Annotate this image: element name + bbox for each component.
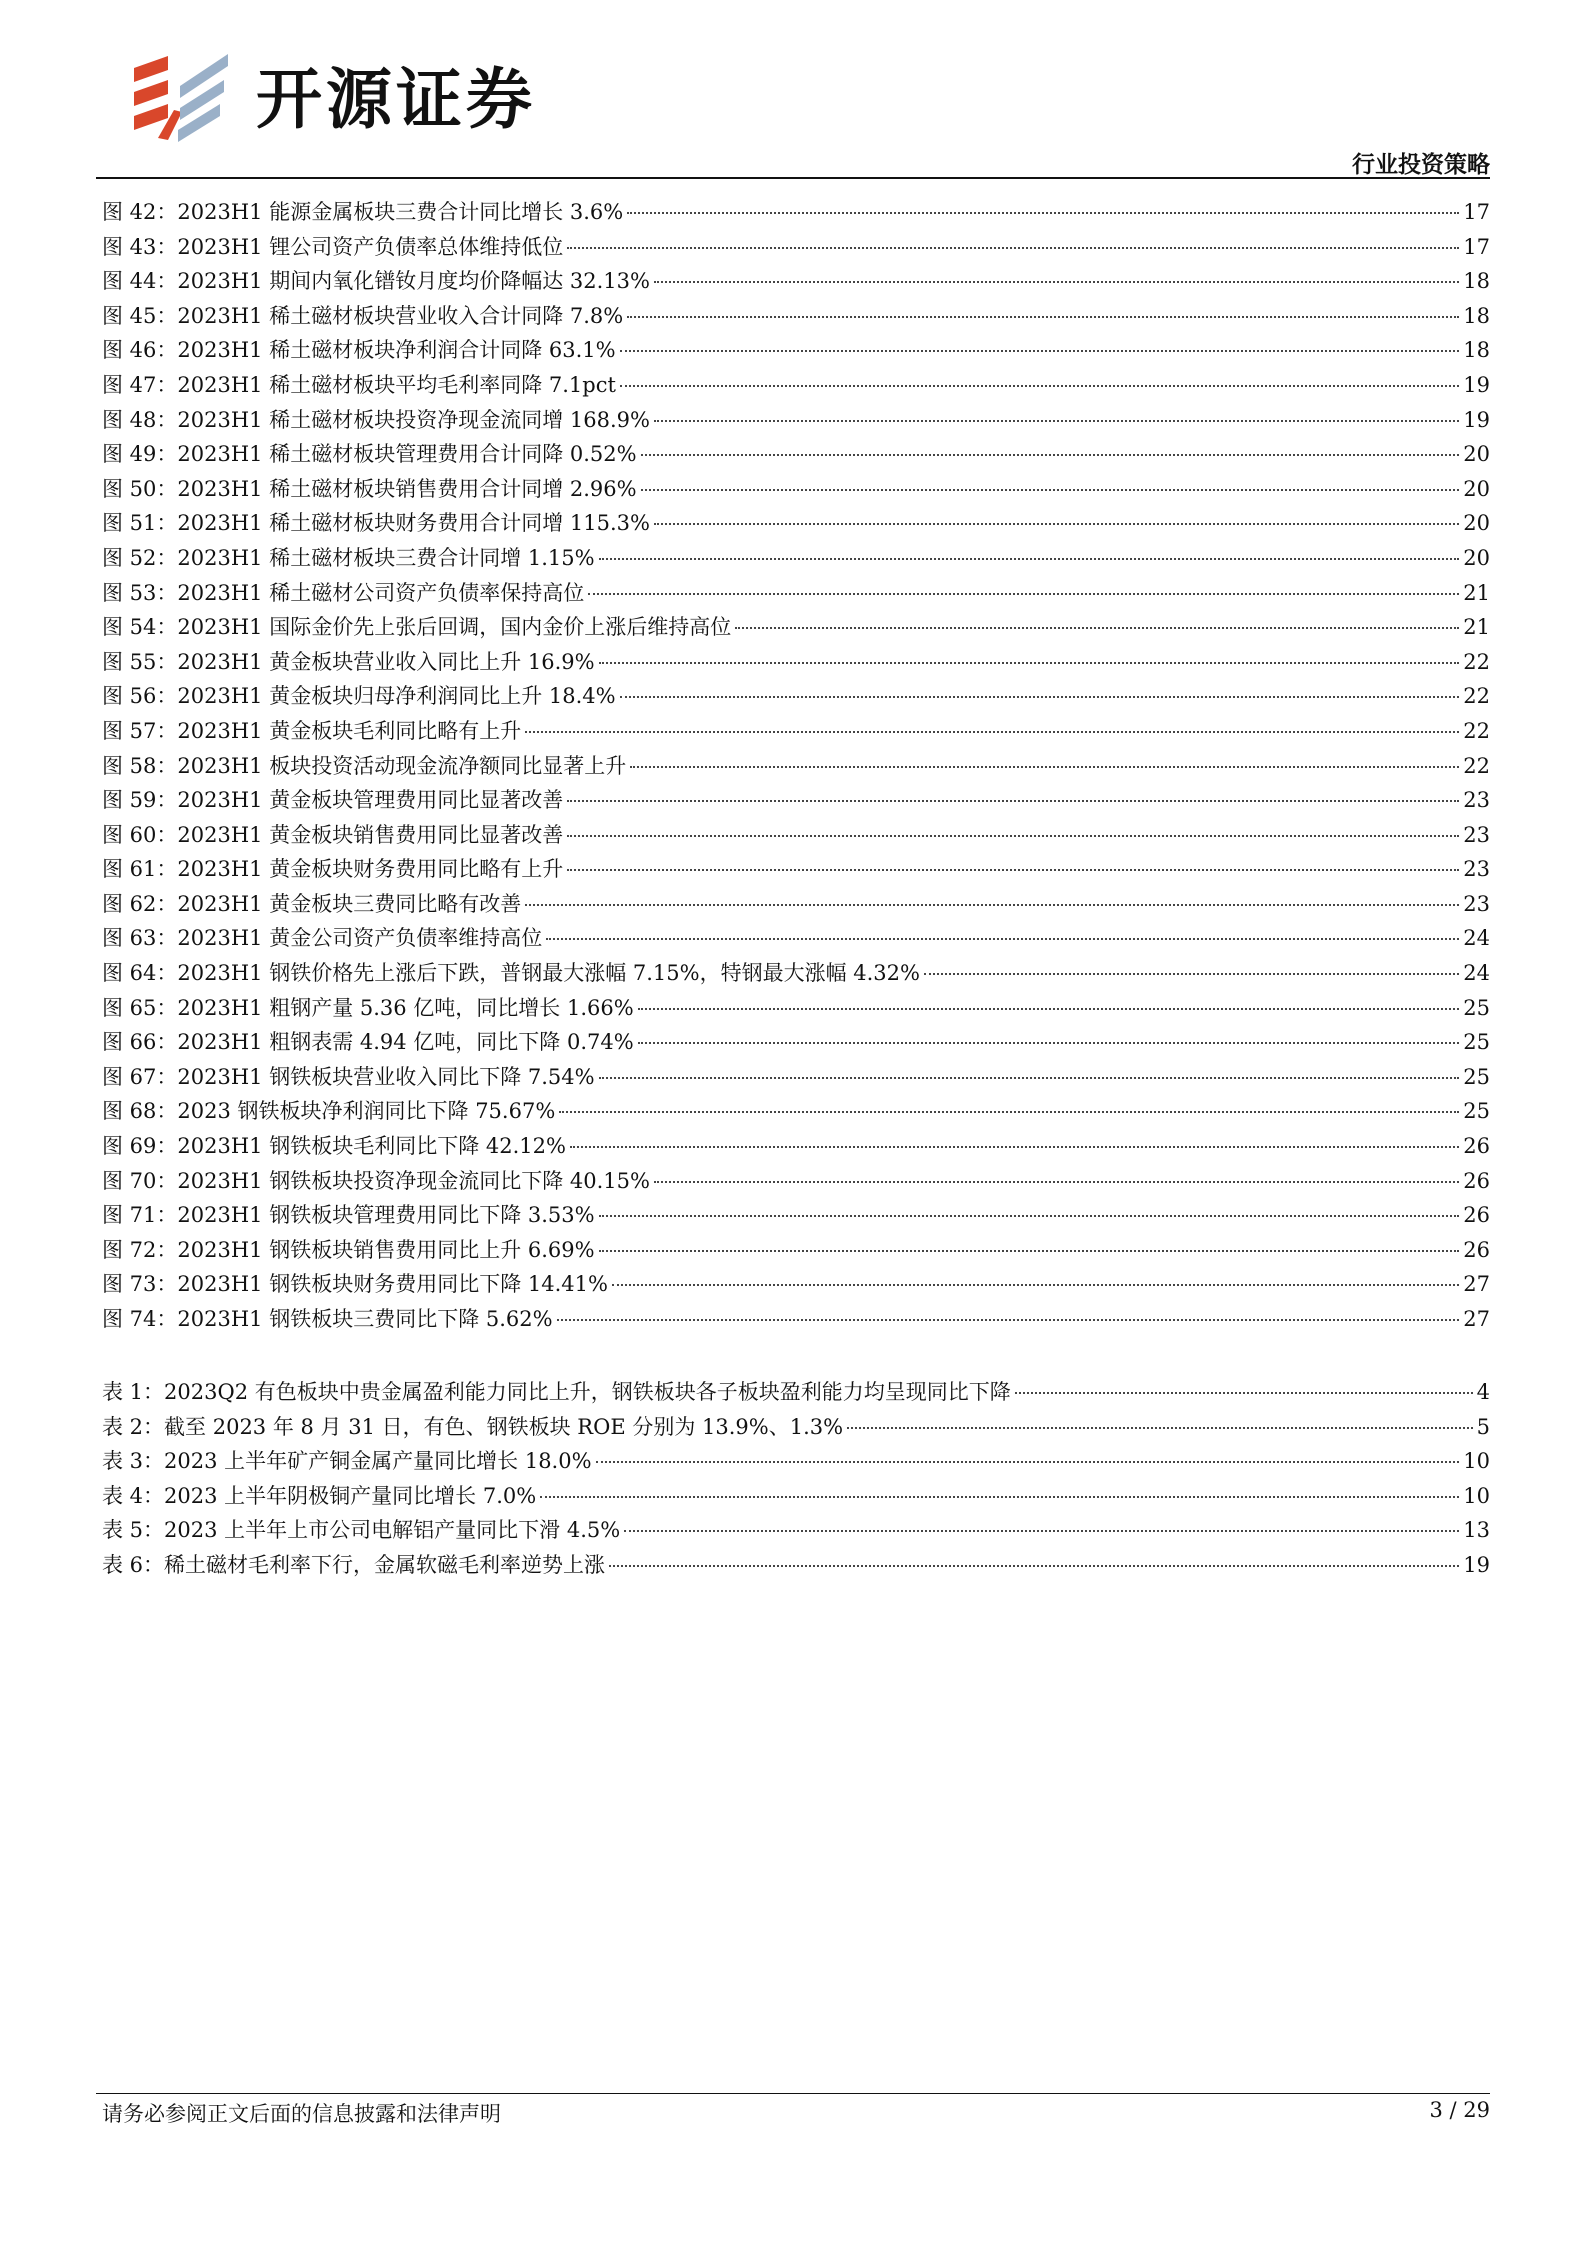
dot-leader <box>654 1181 1459 1183</box>
entry-label: 图 47： <box>102 372 178 397</box>
table-toc-entry[interactable] <box>102 1513 1490 1548</box>
dot-leader <box>567 869 1459 871</box>
entry-label: 图 55： <box>102 649 178 674</box>
entry-title: 2023H1 黄金板块财务费用同比略有上升 <box>177 857 564 882</box>
entry-label: 图 52： <box>102 545 178 570</box>
entry-page-number: 23 <box>1463 788 1490 813</box>
figure-toc-entry[interactable] <box>102 991 1490 1026</box>
dot-leader <box>546 938 1459 940</box>
entry-page-number: 26 <box>1463 1237 1490 1262</box>
entry-page-number: 18 <box>1463 269 1490 294</box>
dot-leader <box>567 800 1459 802</box>
entry-title: 2023H1 钢铁板块营业收入同比下降 7.54% <box>177 1064 595 1089</box>
entry-title: 2023H1 黄金公司资产负债率维持高位 <box>177 926 543 951</box>
dot-leader <box>599 1077 1460 1079</box>
entry-title: 2023H1 稀土磁材板块三费合计同增 1.15% <box>177 545 595 570</box>
entry-label: 图 54： <box>102 615 178 640</box>
entry-title: 截至 2023 年 8 月 31 日，有色、钢铁板块 ROE 分别为 13.9%、1.3% <box>164 1414 844 1439</box>
entry-title: 2023H1 稀土磁材板块净利润合计同降 63.1% <box>177 338 616 363</box>
entry-page-number: 23 <box>1463 857 1490 882</box>
entry-title: 2023H1 钢铁板块投资净现金流同比下降 40.15% <box>177 1168 650 1193</box>
entry-page-number: 19 <box>1463 1552 1490 1577</box>
entry-page-number: 21 <box>1463 615 1490 640</box>
dot-leader <box>654 420 1459 422</box>
figure-toc-entry[interactable] <box>102 299 1490 334</box>
brand-logo <box>128 50 536 150</box>
entry-label: 图 69： <box>102 1134 178 1159</box>
figure-toc-entry[interactable] <box>102 506 1490 541</box>
dot-leader <box>570 1146 1459 1148</box>
figure-toc-entry[interactable] <box>102 403 1490 438</box>
entry-label: 图 74： <box>102 1307 178 1331</box>
dot-leader <box>599 1215 1460 1217</box>
entry-page-number: 17 <box>1463 234 1490 259</box>
entry-page-number: 23 <box>1463 891 1490 916</box>
figure-toc-entry[interactable] <box>102 1198 1490 1233</box>
entry-label: 表 4： <box>102 1483 165 1508</box>
entry-title: 2023H1 稀土磁材板块销售费用合计同增 2.96% <box>177 476 637 501</box>
dot-leader <box>599 558 1460 560</box>
entry-label: 图 46： <box>102 338 178 363</box>
entry-page-number: 22 <box>1463 753 1490 778</box>
entry-page-number: 19 <box>1463 372 1490 397</box>
entry-label: 图 50： <box>102 476 178 501</box>
entry-page-number: 18 <box>1463 303 1490 328</box>
entry-label: 图 73： <box>102 1272 178 1297</box>
entry-label: 表 1： <box>102 1380 165 1404</box>
entry-page-number: 10 <box>1463 1449 1490 1474</box>
entry-title: 2023 上半年矿产铜金属产量同比增长 18.0% <box>164 1449 592 1474</box>
entry-label: 图 59： <box>102 788 178 813</box>
entry-title: 2023H1 黄金板块管理费用同比显著改善 <box>177 788 564 813</box>
entry-page-number: 20 <box>1463 511 1490 536</box>
figure-toc-entry[interactable] <box>102 1025 1490 1060</box>
dot-leader <box>627 212 1459 214</box>
entry-title: 2023H1 粗钢产量 5.36 亿吨，同比增长 1.66% <box>177 995 634 1020</box>
entry-label: 图 66： <box>102 1030 178 1055</box>
entry-page-number: 25 <box>1463 1030 1490 1055</box>
dot-leader <box>525 731 1459 733</box>
figure-toc-entry[interactable] <box>102 1129 1490 1164</box>
figure-toc-entry[interactable] <box>102 1233 1490 1268</box>
figure-toc-entry[interactable] <box>102 852 1490 887</box>
entry-page-number: 20 <box>1463 545 1490 570</box>
dot-leader <box>735 627 1459 629</box>
dot-leader <box>638 1042 1460 1044</box>
figure-toc-entry[interactable] <box>102 1302 1490 1337</box>
entry-title: 2023H1 钢铁板块管理费用同比下降 3.53% <box>177 1203 595 1228</box>
entry-page-number: 20 <box>1463 442 1490 467</box>
figure-toc-entry[interactable] <box>102 1094 1490 1129</box>
entry-title: 2023H1 板块投资活动现金流净额同比显著上升 <box>177 753 627 778</box>
entry-title: 2023H1 钢铁价格先上涨后下跌，普钢最大涨幅 7.15%，特钢最大涨幅 4.32% <box>177 961 920 986</box>
entry-title: 2023H1 锂公司资产负债率总体维持低位 <box>177 234 564 259</box>
dot-leader <box>627 316 1459 318</box>
entry-label: 表 5： <box>102 1518 165 1543</box>
brand-name: 开源证券 <box>256 61 536 138</box>
figure-toc-entry[interactable] <box>102 610 1490 645</box>
table-toc-entry[interactable] <box>102 1479 1490 1514</box>
page-number: 3 / 29 <box>1429 2098 1490 2122</box>
dot-leader <box>620 385 1459 387</box>
entry-label: 图 72： <box>102 1237 178 1262</box>
figure-toc-entry[interactable] <box>102 714 1490 749</box>
figure-toc-entry[interactable] <box>102 333 1490 368</box>
header-divider <box>96 177 1490 179</box>
dot-leader <box>1015 1392 1473 1394</box>
table-toc-entry[interactable] <box>102 1375 1490 1410</box>
figure-toc-entry[interactable] <box>102 887 1490 922</box>
entry-page-number: 25 <box>1463 1099 1490 1124</box>
dot-leader <box>557 1319 1460 1321</box>
entry-title: 2023H1 期间内氧化镨钕月度均价降幅达 32.13% <box>177 269 650 294</box>
entry-label: 图 48： <box>102 407 178 432</box>
entry-label: 图 53： <box>102 580 178 605</box>
dot-leader <box>654 523 1459 525</box>
entry-label: 图 62： <box>102 891 178 916</box>
entry-page-number: 25 <box>1463 995 1490 1020</box>
dot-leader <box>588 593 1459 595</box>
entry-label: 图 57： <box>102 718 178 743</box>
entry-page-number: 26 <box>1463 1134 1490 1159</box>
figure-toc-entry[interactable] <box>102 230 1490 265</box>
entry-title: 2023 上半年上市公司电解铝产量同比下滑 4.5% <box>164 1518 621 1543</box>
entry-title: 2023H1 黄金板块三费同比略有改善 <box>177 891 522 916</box>
entry-title: 2023Q2 有色板块中贵金属盈利能力同比上升，钢铁板块各子板块盈利能力均呈现同比下降 <box>164 1380 1011 1404</box>
entry-title: 2023H1 黄金板块归母净利润同比上升 18.4% <box>177 684 616 709</box>
entry-page-number: 25 <box>1463 1064 1490 1089</box>
dot-leader <box>638 1008 1460 1010</box>
entry-page-number: 26 <box>1463 1203 1490 1228</box>
entry-label: 图 44： <box>102 269 178 294</box>
figure-toc-entry[interactable] <box>102 818 1490 853</box>
dot-leader <box>620 696 1460 698</box>
entry-label: 图 60： <box>102 822 178 847</box>
figure-toc-entry[interactable] <box>102 1267 1490 1302</box>
entry-label: 图 51： <box>102 511 178 536</box>
entry-title: 2023 钢铁板块净利润同比下降 75.67% <box>177 1099 556 1124</box>
entry-page-number: 13 <box>1463 1518 1490 1543</box>
figure-toc-entry[interactable] <box>102 195 1490 230</box>
entry-label: 图 71： <box>102 1203 178 1228</box>
entry-page-number: 5 <box>1476 1414 1490 1439</box>
entry-label: 表 3： <box>102 1449 165 1474</box>
entry-label: 图 43： <box>102 234 178 259</box>
figure-toc-entry[interactable] <box>102 437 1490 472</box>
entry-title: 2023H1 稀土磁材板块财务费用合计同增 115.3% <box>177 511 650 536</box>
entry-title: 2023H1 稀土磁材板块管理费用合计同降 0.52% <box>177 442 637 467</box>
entry-title: 2023H1 稀土磁材公司资产负债率保持高位 <box>177 580 585 605</box>
entry-page-number: 27 <box>1463 1307 1490 1331</box>
figure-toc-entry[interactable] <box>102 783 1490 818</box>
figure-toc-entry[interactable] <box>102 264 1490 299</box>
entry-label: 图 67： <box>102 1064 178 1089</box>
figure-toc-entry[interactable] <box>102 1060 1490 1095</box>
figure-toc-entry[interactable] <box>102 368 1490 403</box>
table-toc-entry[interactable] <box>102 1410 1490 1445</box>
table-toc-entry[interactable] <box>102 1444 1490 1479</box>
entry-title: 2023H1 国际金价先上张后回调，国内金价上涨后维持高位 <box>177 615 732 640</box>
figure-toc-entry[interactable] <box>102 679 1490 714</box>
entry-label: 图 70： <box>102 1168 178 1193</box>
dot-leader <box>567 247 1459 249</box>
table-toc-entry[interactable] <box>102 1548 1490 1583</box>
dot-leader <box>654 281 1459 283</box>
entry-title: 2023H1 粗钢表需 4.94 亿吨，同比下降 0.74% <box>177 1030 634 1055</box>
figure-index <box>102 195 1490 1337</box>
entry-page-number: 24 <box>1463 926 1490 951</box>
entry-page-number: 20 <box>1463 476 1490 501</box>
entry-page-number: 19 <box>1463 407 1490 432</box>
entry-page-number: 26 <box>1463 1168 1490 1193</box>
dot-leader <box>641 489 1460 491</box>
entry-label: 图 56： <box>102 684 178 709</box>
entry-title: 2023H1 黄金板块毛利同比略有上升 <box>177 718 522 743</box>
entry-title: 2023 上半年阴极铜产量同比增长 7.0% <box>164 1483 537 1508</box>
entry-title: 2023H1 钢铁板块销售费用同比上升 6.69% <box>177 1237 595 1262</box>
entry-page-number: 22 <box>1463 718 1490 743</box>
figure-toc-entry[interactable] <box>102 541 1490 576</box>
entry-label: 表 6： <box>102 1552 165 1577</box>
entry-label: 图 45： <box>102 303 178 328</box>
figure-toc-entry[interactable] <box>102 1164 1490 1199</box>
entry-label: 图 68： <box>102 1099 178 1124</box>
entry-title: 2023H1 钢铁板块三费同比下降 5.62% <box>177 1307 553 1331</box>
entry-title: 2023H1 能源金属板块三费合计同比增长 3.6% <box>177 200 624 224</box>
entry-title: 稀土磁材毛利率下行，金属软磁毛利率逆势上涨 <box>164 1552 606 1577</box>
dot-leader <box>624 1530 1459 1532</box>
entry-page-number: 22 <box>1463 649 1490 674</box>
entry-title: 2023H1 钢铁板块毛利同比下降 42.12% <box>177 1134 566 1159</box>
figure-toc-entry[interactable] <box>102 749 1490 784</box>
brand-mark-icon <box>128 50 238 150</box>
entry-title: 2023H1 黄金板块营业收入同比上升 16.9% <box>177 649 595 674</box>
dot-leader <box>599 1250 1460 1252</box>
dot-leader <box>540 1496 1459 1498</box>
entry-page-number: 24 <box>1463 961 1490 986</box>
dot-leader <box>525 904 1459 906</box>
document-type: 行业投资策略 <box>1352 152 1490 178</box>
entry-label: 图 58： <box>102 753 178 778</box>
entry-page-number: 4 <box>1476 1380 1490 1404</box>
entry-page-number: 27 <box>1463 1272 1490 1297</box>
dot-leader <box>609 1565 1459 1567</box>
dot-leader <box>596 1461 1460 1463</box>
dot-leader <box>641 454 1460 456</box>
footer-disclaimer: 请务必参阅正文后面的信息披露和法律声明 <box>102 2102 501 2126</box>
entry-page-number: 18 <box>1463 338 1490 363</box>
entry-title: 2023H1 钢铁板块财务费用同比下降 14.41% <box>177 1272 608 1297</box>
dot-leader <box>630 766 1459 768</box>
dot-leader <box>620 350 1460 352</box>
entry-label: 图 65： <box>102 995 178 1020</box>
dot-leader <box>559 1111 1459 1113</box>
entry-label: 图 42： <box>102 200 178 224</box>
entry-label: 表 2： <box>102 1414 165 1439</box>
dot-leader <box>924 973 1459 975</box>
entry-label: 图 49： <box>102 442 178 467</box>
entry-page-number: 10 <box>1463 1483 1490 1508</box>
figure-toc-entry[interactable] <box>102 956 1490 991</box>
footer-divider <box>96 2093 1490 2094</box>
figure-toc-entry[interactable] <box>102 576 1490 611</box>
entry-label: 图 61： <box>102 857 178 882</box>
dot-leader <box>567 835 1459 837</box>
table-index <box>102 1375 1490 1583</box>
figure-toc-entry[interactable] <box>102 472 1490 507</box>
figure-toc-entry[interactable] <box>102 645 1490 680</box>
entry-title: 2023H1 稀土磁材板块投资净现金流同增 168.9% <box>177 407 650 432</box>
entry-page-number: 21 <box>1463 580 1490 605</box>
dot-leader <box>847 1427 1473 1429</box>
dot-leader <box>612 1284 1459 1286</box>
entry-title: 2023H1 黄金板块销售费用同比显著改善 <box>177 822 564 847</box>
entry-title: 2023H1 稀土磁材板块营业收入合计同降 7.8% <box>177 303 624 328</box>
entry-label: 图 64： <box>102 961 178 986</box>
entry-page-number: 22 <box>1463 684 1490 709</box>
entry-page-number: 17 <box>1463 200 1490 224</box>
figure-toc-entry[interactable] <box>102 921 1490 956</box>
entry-page-number: 23 <box>1463 822 1490 847</box>
entry-label: 图 63： <box>102 926 178 951</box>
dot-leader <box>599 662 1460 664</box>
entry-title: 2023H1 稀土磁材板块平均毛利率同降 7.1pct <box>177 372 616 397</box>
